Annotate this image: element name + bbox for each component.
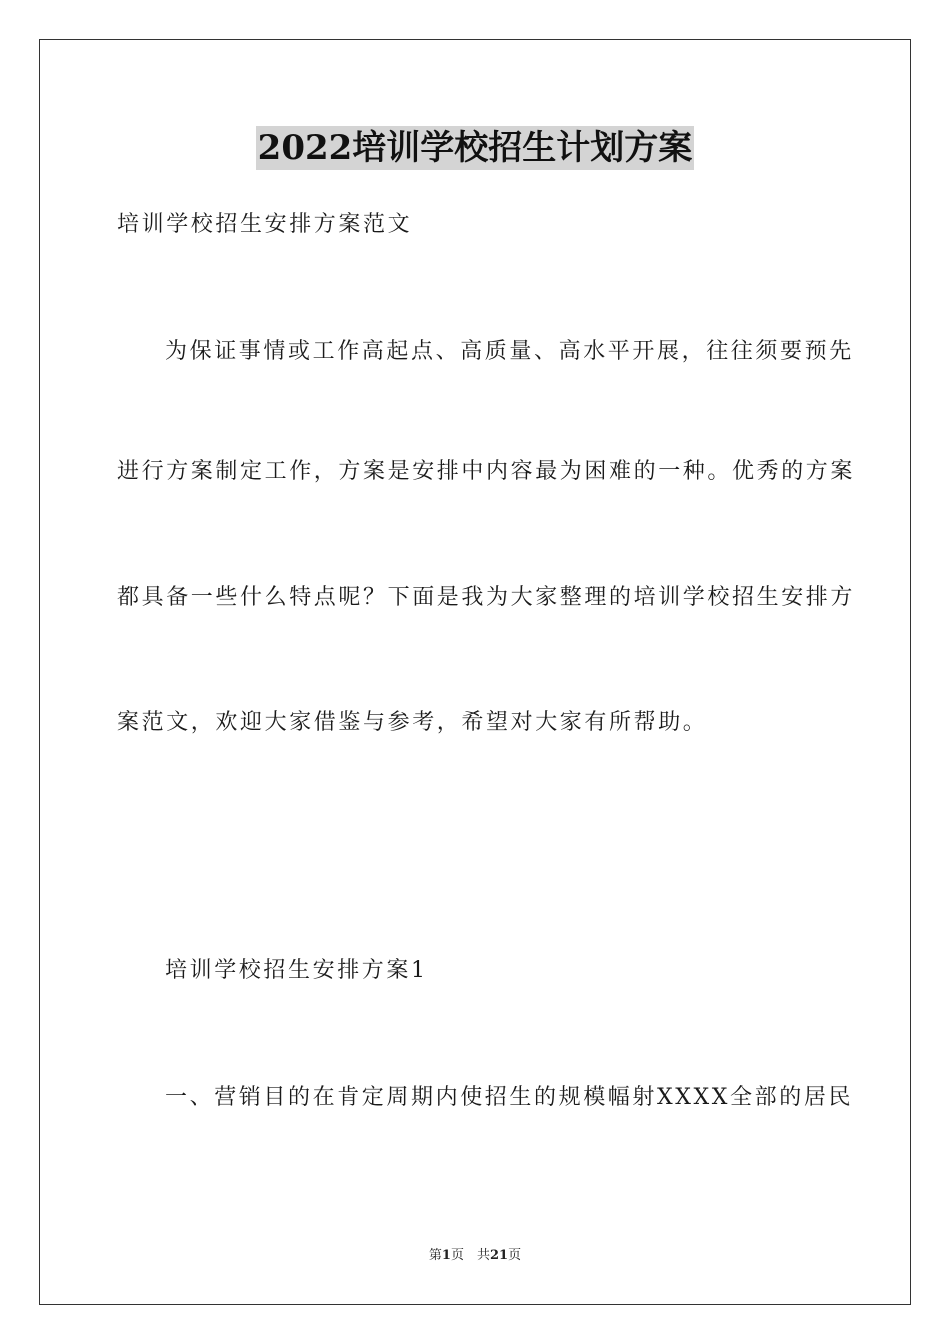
paragraph-line: 为保证事情或工作高起点、高质量、高水平开展，往往须要预先 [165, 339, 854, 364]
section-first-line: 一、营销目的在肯定周期内使招生的规模幅射XXXX全部的居民 [165, 1085, 854, 1110]
footer-current-page: 1 [441, 1248, 451, 1263]
paragraph-line: 都具备一些什么特点呢？下面是我为大家整理的培训学校招生安排方 [117, 585, 856, 610]
paragraph-line: 案范文，欢迎大家借鉴与参考，希望对大家有所帮助。 [117, 710, 708, 735]
footer-total-pages: 21 [489, 1248, 509, 1263]
document-title: 2022培训学校招生计划方案 [257, 128, 693, 168]
footer-mid: 页 共 [450, 1248, 490, 1263]
title-container [0, 126, 950, 170]
section-heading: 培训学校招生安排方案1 [165, 958, 428, 983]
footer-suffix: 页 [508, 1248, 522, 1263]
paragraph-line: 进行方案制定工作，方案是安排中内容最为困难的一种。优秀的方案 [117, 459, 856, 484]
document-subtitle: 培训学校招生安排方案范文 [117, 212, 413, 237]
footer-prefix: 第 [428, 1248, 442, 1263]
page-footer [0, 1247, 950, 1265]
